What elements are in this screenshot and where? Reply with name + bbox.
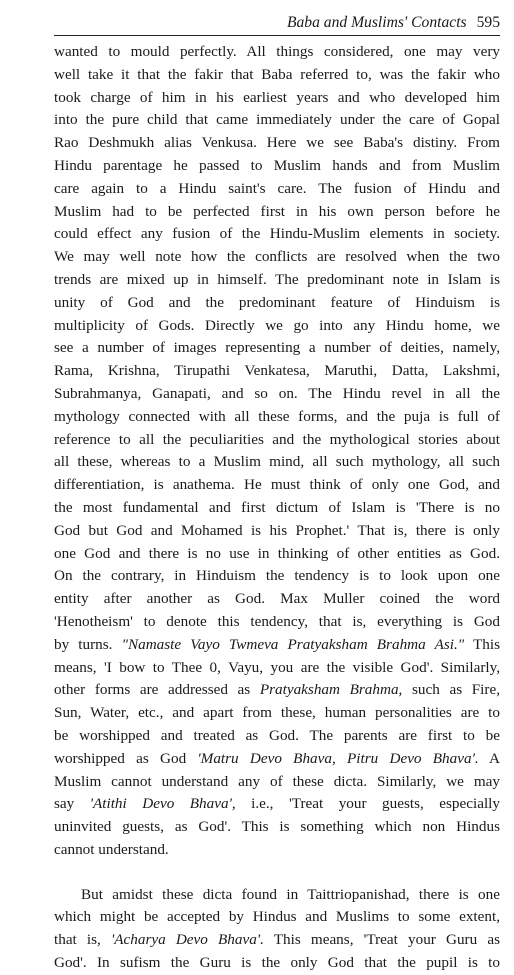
italic-phrase: 'Matru Devo Bhava, Pitru Devo Bhava'. xyxy=(197,749,479,767)
text-segment: Hindu parentage he passed to Muslim hands and from Muslim xyxy=(54,156,500,174)
page-number: 595 xyxy=(476,14,500,31)
text-segment: such as Fire, xyxy=(402,681,500,699)
paragraph-gap xyxy=(54,862,500,884)
text-line xyxy=(54,771,500,794)
text-line xyxy=(54,41,500,64)
text-segment: Subrahmanya, Ganapati, and so on. The Hindu revel in all the xyxy=(54,384,500,402)
text-segment: mythology connected with all these forms, and the puja is full of xyxy=(54,407,500,425)
text-line xyxy=(54,451,500,474)
text-segment: On the contrary, in Hinduism the tendency is to look upon one xyxy=(54,567,500,585)
text-segment: Sun, Water, etc., and apart from these, human personalities are to xyxy=(54,704,500,722)
text-line xyxy=(54,132,500,155)
text-line xyxy=(54,64,500,87)
text-line xyxy=(54,588,500,611)
text-segment: 'Henotheism' to denote this tendency, that is, everything is God xyxy=(54,612,500,630)
text-segment: Rao Deshmukh alias Venkusa. Here we see Baba's distiny. From xyxy=(54,134,500,152)
text-segment: could effect any fusion of the Hindu-Muslim elements in society. xyxy=(54,225,500,243)
text-segment: entity after another as God. Max Muller coined the word xyxy=(54,590,500,608)
italic-phrase: 'Atithi Devo Bhava', xyxy=(89,795,236,813)
text-segment: Muslim had to be perfected first in his own person before he xyxy=(54,202,500,220)
text-line xyxy=(54,611,500,634)
text-segment: uninvited guests, as God'. This is something which non Hindus xyxy=(54,818,500,836)
text-line xyxy=(54,884,500,907)
body-text xyxy=(54,41,500,975)
text-segment: be worshipped and treated as God. The parents are first to be xyxy=(54,726,500,744)
text-line xyxy=(54,748,500,771)
text-segment: one God and there is no use in thinking of other entities as God. xyxy=(54,544,500,562)
text-segment: care again to a Hindu saint's care. The fusion of Hindu and xyxy=(54,179,500,197)
text-segment: say xyxy=(54,795,90,813)
text-line xyxy=(54,474,500,497)
text-segment: trends are mixed up in himself. The predominant note in Islam is xyxy=(54,270,500,288)
text-segment: i.e., 'Treat your guests, especially xyxy=(235,795,500,813)
text-line xyxy=(54,497,500,520)
text-line xyxy=(54,565,500,588)
text-line xyxy=(54,702,500,725)
text-segment: all these, whereas to a Muslim mind, all such mythology, all such xyxy=(54,453,500,471)
text-segment: multiplicity of Gods. Directly we go into any Hindu home, we xyxy=(54,316,500,334)
text-line xyxy=(54,406,500,429)
text-line xyxy=(54,793,500,816)
text-line xyxy=(54,87,500,110)
text-line xyxy=(54,725,500,748)
text-line xyxy=(54,520,500,543)
italic-phrase: 'Acharya Devo Bhava'. xyxy=(111,931,264,949)
running-title: Baba and Muslims' Contacts xyxy=(286,14,467,31)
text-line xyxy=(54,109,500,132)
running-header xyxy=(54,13,500,36)
italic-phrase: Pratyaksham Brahma, xyxy=(259,681,403,699)
text-segment: see a number of images representing a number of deities, namely, xyxy=(54,339,500,357)
text-line xyxy=(54,246,500,269)
text-segment: God'. In sufism the Guru is the only God that the pupil is to xyxy=(54,954,500,972)
text-line xyxy=(54,839,500,862)
text-line xyxy=(54,383,500,406)
text-segment: well take it that the fakir that Baba referred to, was the fakir who xyxy=(54,65,500,83)
text-line xyxy=(54,929,500,952)
text-segment: Muslim cannot understand any of these dicta. Similarly, we may xyxy=(54,772,500,790)
text-segment: We may well note how the conflicts are resolved when the two xyxy=(54,248,500,266)
text-segment: differentiation, is anathema. He must think of only one God, and xyxy=(54,476,500,494)
text-segment: into the pure child that came immediately under the care of Gopal xyxy=(54,111,500,129)
text-segment: other forms are addressed as xyxy=(54,681,260,699)
text-line xyxy=(54,223,500,246)
text-segment: A xyxy=(478,749,501,767)
text-segment: which might be accepted by Hindus and Muslims to some extent, xyxy=(54,908,500,926)
text-line xyxy=(54,155,500,178)
text-line xyxy=(54,634,500,657)
text-line xyxy=(54,679,500,702)
text-segment: worshipped as God xyxy=(54,749,198,767)
text-segment: wanted to mould perfectly. All things considered, one may very xyxy=(54,43,500,60)
text-segment: cannot understand. xyxy=(54,840,169,858)
text-line xyxy=(54,657,500,680)
text-segment: This means, 'Treat your Guru as xyxy=(263,931,501,949)
text-line xyxy=(54,952,500,975)
paragraph xyxy=(54,884,500,975)
text-segment: that is, xyxy=(54,931,111,949)
text-segment: means, 'I bow to Thee 0, Vayu, you are the visible God'. Similarly, xyxy=(54,658,500,676)
text-segment: This xyxy=(464,635,501,653)
text-segment: took charge of him in his earliest years and who developed him xyxy=(54,88,500,106)
text-line xyxy=(54,315,500,338)
text-line xyxy=(54,816,500,839)
text-line xyxy=(54,201,500,224)
text-segment: by turns. xyxy=(54,635,122,653)
text-line xyxy=(54,292,500,315)
text-segment: the most fundamental and first dictum of Islam is 'There is no xyxy=(54,498,500,516)
paragraph xyxy=(54,41,500,862)
text-line xyxy=(54,543,500,566)
text-line xyxy=(54,269,500,292)
text-line xyxy=(54,337,500,360)
text-segment: But amidst these dicta found in Taittriopanishad, there is one xyxy=(81,885,500,903)
italic-phrase: "Namaste Vayo Twmeva Pratyaksham Brahma Asi." xyxy=(121,635,465,653)
text-line xyxy=(54,906,500,929)
text-line xyxy=(54,178,500,201)
text-segment: Rama, Krishna, Tirupathi Venkatesa, Maruthi, Datta, Lakshmi, xyxy=(54,362,500,380)
text-segment: unity of God and the predominant feature of Hinduism is xyxy=(54,293,500,311)
text-line xyxy=(54,429,500,452)
text-line xyxy=(54,360,500,383)
text-segment: God but God and Mohamed is his Prophet.' That is, there is only xyxy=(54,521,500,539)
text-segment: reference to all the peculiarities and the mythological stories about xyxy=(54,430,500,448)
